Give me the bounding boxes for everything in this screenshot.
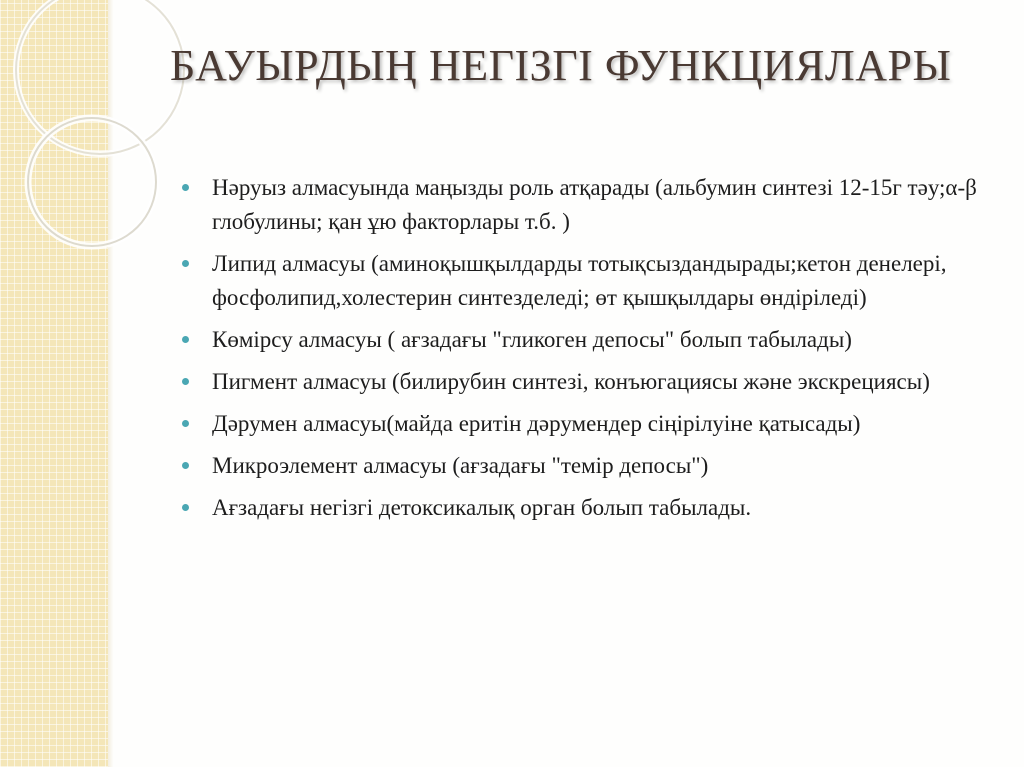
list-item-text: Микроэлемент алмасуы (ағзадағы "темір депосы") <box>212 453 709 478</box>
list-item <box>182 247 982 315</box>
list-item <box>182 171 982 239</box>
list-item <box>182 365 982 399</box>
list-item <box>182 449 982 483</box>
list-item-text: Көмірсу алмасуы ( ағзадағы "гликоген депосы" болып табылады) <box>212 327 852 352</box>
list-item-text: Липид алмасуы (аминоқышқылдарды тотықсыздандырады;кетон денелері, фосфолипид,холестерин синтезделеді; өт қышқылдары өндіріледі) <box>212 251 947 310</box>
bullet-dot-icon <box>182 336 189 343</box>
list-item-text: Ағзадағы негізгі детоксикалық орган болып табылады. <box>212 495 752 520</box>
list-item <box>182 407 982 441</box>
bullet-dot-icon <box>182 504 189 511</box>
bullet-dot-icon <box>182 184 189 191</box>
bullet-dot-icon <box>182 462 189 469</box>
bullet-dot-icon <box>182 260 189 267</box>
bullet-list <box>182 171 982 533</box>
list-item-text: Нәруыз алмасуында маңызды роль атқарады (альбумин синтезі 12-15г тәу;α-β глобулины; қан ұю факторлары т.б. ) <box>212 175 977 234</box>
list-item-text: Пигмент алмасуы (билирубин синтезі, конъюгациясы және экскрециясы) <box>212 369 930 394</box>
bullet-dot-icon <box>182 378 189 385</box>
page-title: БАУЫРДЫҢ НЕГІЗГІ ФУНКЦИЯЛАРЫ <box>170 41 952 90</box>
bullet-dot-icon <box>182 420 189 427</box>
list-item-text: Дәрумен алмасуы(майда еритін дәрумендер сіңірілуіне қатысады) <box>212 411 861 436</box>
list-item <box>182 323 982 357</box>
list-item <box>182 491 982 525</box>
decorative-rings-icon <box>0 0 200 260</box>
